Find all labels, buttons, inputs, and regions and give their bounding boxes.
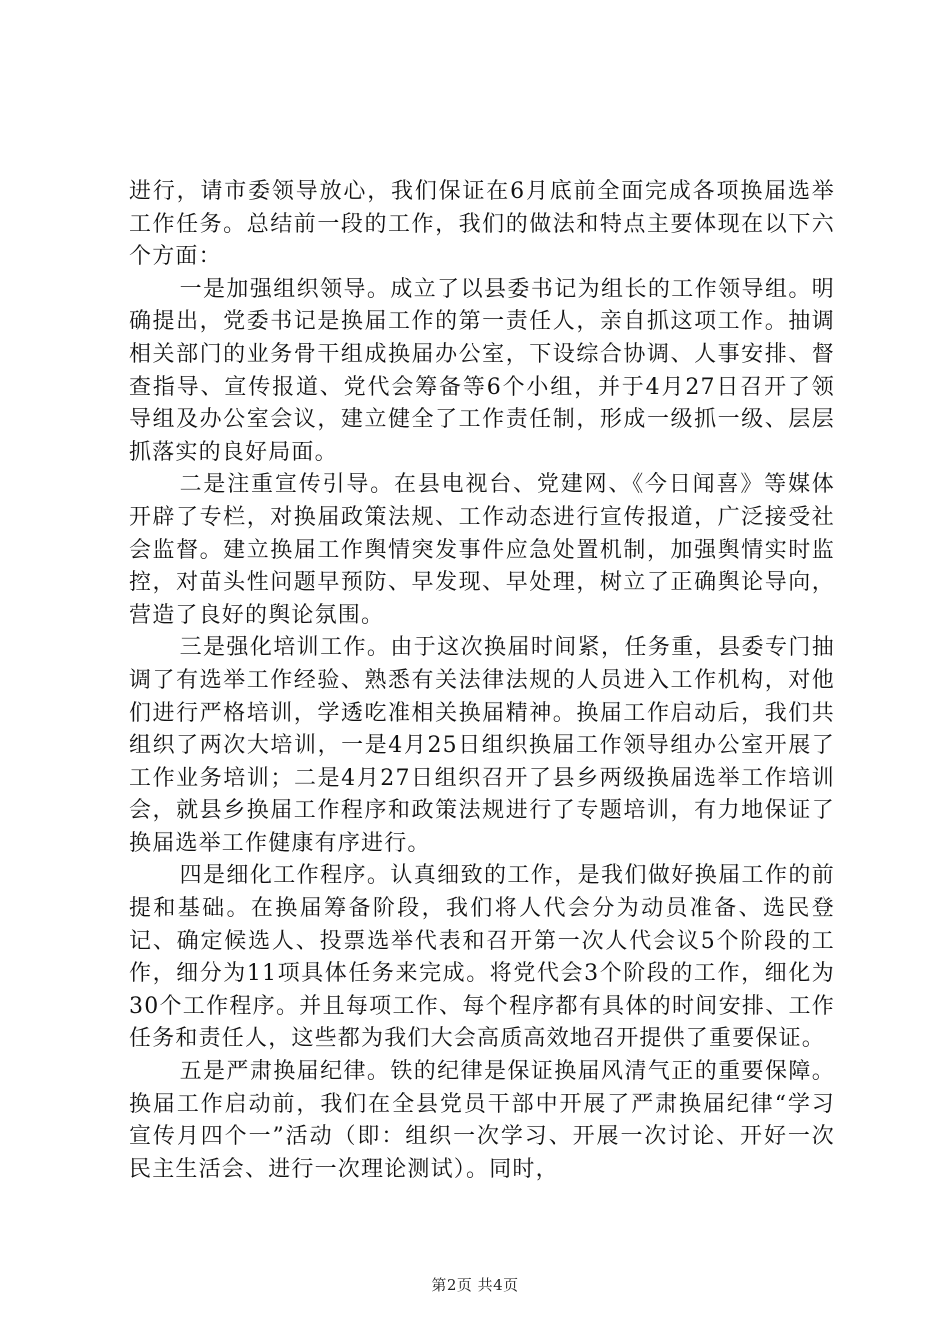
paragraph-point-one: 一是加强组织领导。成立了以县委书记为组长的工作领导组。明确提出，党委书记是换届工作的第一责任人，亲自抓这项工作。抽调相关部门的业务骨干组成换届办公室，下设综合协调、人事安排、督查指导、宣传报道、党代会筹备等6个小组，并于4月27日召开了领导组及办公室会议，建立健全了工作责任制，形成一级抓一级、层层抓落实的良好局面。 (129, 276, 835, 465)
paragraph-point-two: 二是注重宣传引导。在县电视台、党建网、《今日闻喜》等媒体开辟了专栏，对换届政策法规、工作动态进行宣传报道，广泛接受社会监督。建立换届工作舆情突发事件应急处置机制，加强舆情实时监控，对苗头性问题早预防、早发现、早处理，树立了正确舆论导向，营造了良好的舆论氛围。 (129, 472, 835, 628)
page-number-footer: 第2页 共4页 (431, 1276, 519, 1294)
paragraph-point-five: 五是严肃换届纪律。铁的纪律是保证换届风清气正的重要保障。换届工作启动前，我们在全县党员干部中开展了严肃换届纪律“学习宣传月四个一”活动（即：组织一次学习、开展一次讨论、开好一次民主生活会、进行一次理论测试）。同时， (129, 1059, 835, 1182)
document-body (129, 176, 835, 1186)
paragraph-point-three: 三是强化培训工作。由于这次换届时间紧，任务重，县委专门抽调了有选举工作经验、熟悉有关法律法规的人员进入工作机构，对他们进行严格培训，学透吃准相关换届精神。换届工作启动后，我们共组织了两次大培训，一是4月25日组织换届工作领导组办公室开展了工作业务培训；二是4月27日组织召开了县乡两级换届选举工作培训会，就县乡换届工作程序和政策法规进行了专题培训，有力地保证了换届选举工作健康有序进行。 (129, 635, 835, 856)
paragraph-intro-continuation: 进行，请市委领导放心，我们保证在6月底前全面完成各项换届选举工作任务。总结前一段的工作，我们的做法和特点主要体现在以下六个方面： (129, 179, 835, 270)
paragraph-point-four: 四是细化工作程序。认真细致的工作，是我们做好换届工作的前提和基础。在换届筹备阶段，我们将人代会分为动员准备、选民登记、确定候选人、投票选举代表和召开第一次人代会议5个阶段的工作，细分为11项具体任务来完成。将党代会3个阶段的工作，细化为30个工作程序。并且每项工作、每个程序都有具体的时间安排、工作任务和责任人，这些都为我们大会高质高效地召开提供了重要保证。 (129, 863, 835, 1052)
